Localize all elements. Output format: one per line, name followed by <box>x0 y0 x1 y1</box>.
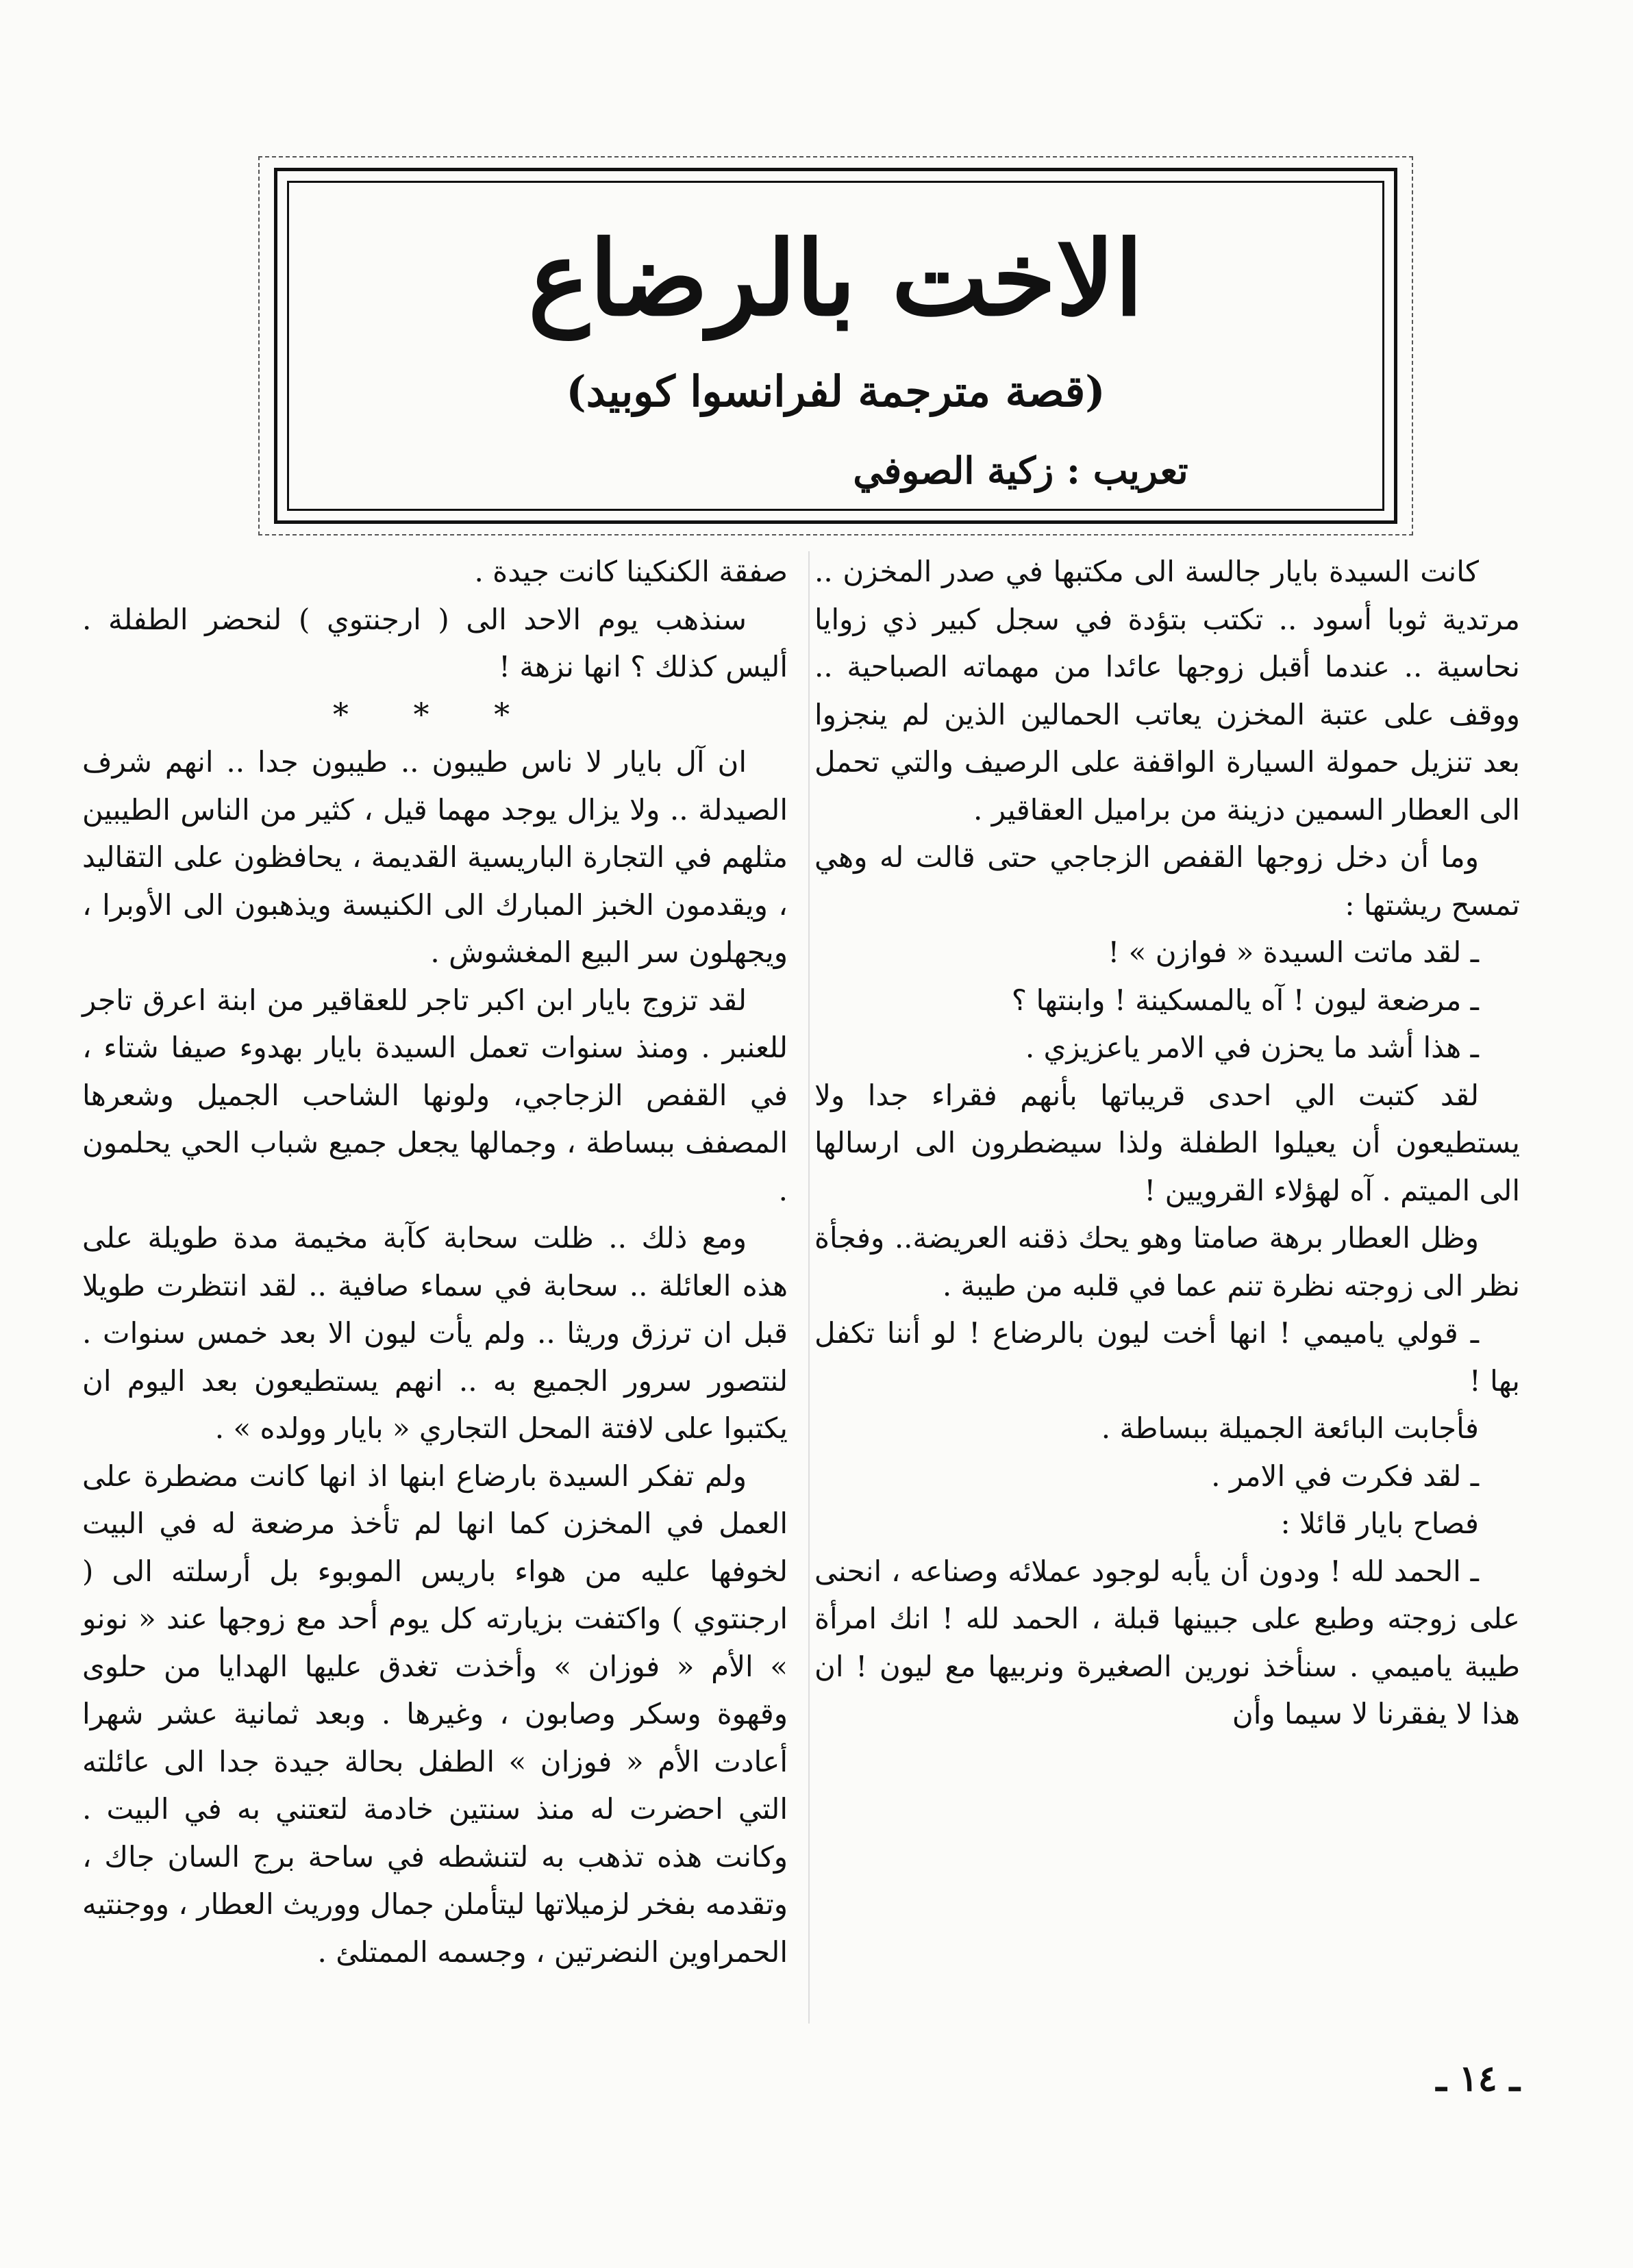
translator-credit: تعريب : زكية الصوفي <box>853 449 1188 492</box>
paragraph: ـ هذا أشد ما يحزن في الامر ياعزيزي . <box>1025 1031 1479 1064</box>
paragraph: ومع ذلك .. ظلت سحابة كآبة مخيمة مدة طويلة على هذه العائلة .. سحابة في سماء صافية .. لقد انتظرت طويلا قبل ان ترزق وريثا .. ولم يأت ليون الا بعد خمس سنوات . لنتصور سرور الجميع به .. انهم يستطيعون بعد اليوم ان يكتبوا على لافتة المحل التجاري « بايار وولده » . <box>82 1221 788 1445</box>
paragraph: ولم تفكر السيدة بارضاع ابنها اذ انها كانت مضطرة على العمل في المخزن كما انها لم تأخذ مرضعة له في البيت لخوفها عليه من هواء باريس الموبوء بل أرسلته الى ( ارجنتوي ) واكتفت بزيارته كل يوم أحد مع زوجها عند « نونو » الأم « فوزان » وأخذت تغدق عليها الهدايا من حلوى وقهوة وسكر وصابون ، وغيرها . وبعد ثمانية عشر شهرا أعادت الأم « فوزان » الطفل بحالة جيدة جدا الى عائلته التي احضرت له منذ سنتين خادمة لتعتني به في البيت . وكانت هذه تذهب به لتنشطه في ساحة برج السان جاك ، وتقدمه بفخر لزميلاتها ليتأملن جمال ووريث العطار ، ووجنتيه الحمراوين النضرتين ، وجسمه الممتلئ . <box>82 1459 788 1969</box>
paragraph: وظل العطار برهة صامتا وهو يحك ذقنه العريضة.. وفجأة نظر الى زوجته نظرة تنم عما في قلبه من طيبة . <box>814 1221 1520 1302</box>
paragraph: ـ لقد فكرت في الامر . <box>1211 1459 1479 1493</box>
paragraph: ـ مرضعة ليون ! آه يالمسكينة ! وابنتها ؟ <box>1011 983 1479 1017</box>
title-frame <box>274 168 1397 524</box>
paragraph: ـ الحمد لله ! ودون أن يأبه لوجود عملائه وصناعه ، انحنى على زوجته وطبع على جبينها قبلة ، الحمد لله ! انك امرأة طيبة ياميمي . سنأخذ نورين الصغيرة ونربيها مع ليون ! ان هذا لا يفقرنا لا سيما وأن <box>814 1554 1520 1730</box>
paragraph: ـ قولي ياميمي ! انها أخت ليون بالرضاع ! لو أننا تكفل بها ! <box>814 1316 1520 1398</box>
page-number: ـ ١٤ ـ <box>1436 2058 1520 2100</box>
left-column <box>82 548 788 1976</box>
story-title: الاخت بالرضاع <box>528 218 1143 339</box>
paragraph: فصاح بايار قائلا : <box>1280 1507 1479 1540</box>
paragraph: كانت السيدة بايار جالسة الى مكتبها في صدر المخزن .. مرتدية ثوبا أسود .. تكتب بتؤدة في سجل كبير ذي زوايا نحاسية .. عندما أقبل زوجها عائدا من مهماته الصباحية .. ووقف على عتبة المخزن يعاتب الحمالين الذين لم ينجزوا بعد تنزيل حمولة السيارة الواقفة على الرصيف والتي تحمل الى العطار السمين دزينة من براميل العقاقير . <box>814 555 1520 827</box>
paragraph: سنذهب يوم الاحد الى ( ارجنتوي ) لنحضر الطفلة . أليس كذلك ؟ انها نزهة ! <box>82 602 788 683</box>
paragraph: ان آل بايار لا ناس طيبون .. طيبون جدا .. انهم شرف الصيدلة .. ولا يزال يوجد مهما قيل ، كثير من الناس الطيبين مثلهم في التجارة الباريسية القديمة ، يحافظون على التقاليد ، ويقدمون الخبز المبارك الى الكنيسة ويذهبون الى الأوبرا ، ويجهلون سر البيع المغشوش . <box>82 745 788 969</box>
section-break-stars: * * * <box>332 695 538 733</box>
right-column <box>814 548 1520 1738</box>
paragraph: لقد تزوج بايار ابن اكبر تاجر للعقاقير من ابنة اعرق تاجر للعنبر . ومنذ سنوات تعمل السيدة بايار بهدوء صيفا شتاء ، في القفص الزجاجي، ولونها الشاحب الجميل وشعرها المصفف ببساطة ، وجمالها يجعل جميع شباب الحي يحلمون . <box>82 983 788 1207</box>
column-divider <box>808 551 810 2024</box>
paragraph: ـ لقد ماتت السيدة « فوازن » ! <box>1108 935 1479 969</box>
paragraph: فأجابت البائعة الجميلة ببساطة . <box>1101 1411 1479 1445</box>
paragraph: وما أن دخل زوجها القفص الزجاجي حتى قالت له وهي تمسح ريشتها : <box>814 840 1520 922</box>
paragraph: لقد كتبت الي احدى قريباتها بأنهم فقراء جدا ولا يستطيعون أن يعيلوا الطفلة ولذا سيضطرون الى ارسالها الى الميتم . آه لهؤلاء القرويين ! <box>814 1078 1520 1207</box>
paragraph: صفقة الكنكينا كانت جيدة . <box>474 555 788 588</box>
story-subtitle: (قصة مترجمة لفرانسوا كوبيد) <box>566 366 1106 416</box>
